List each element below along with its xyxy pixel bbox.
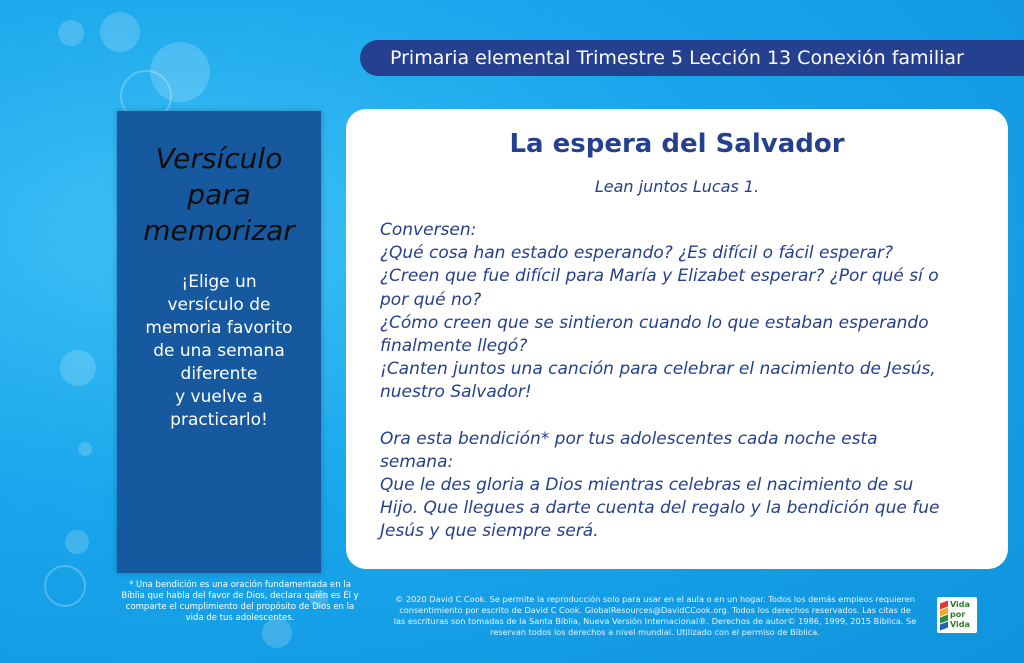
memory-text-line: y vuelve a	[175, 387, 263, 407]
discussion-line: finalmente llegó?	[380, 336, 528, 357]
footnote-line: comparte el cumplimiento del propósito de Dios en la	[125, 602, 355, 612]
vida-por-vida-logo	[937, 597, 977, 633]
discussion-line: ¡Canten juntos una canción para celebrar el nacimiento de Jesús,	[380, 359, 936, 380]
discussion-line: por qué no?	[380, 289, 482, 310]
memory-title-line: Versículo	[155, 142, 283, 175]
blessing-line: Hijo. Que llegues a darte cuenta del regalo y la bendición que fue	[380, 498, 940, 519]
blessing-line: Que le des gloria a Dios mientras celebras el nacimiento de su	[380, 475, 914, 496]
footnote-line: * Una bendición es una oración fundamentada en la	[129, 580, 351, 590]
blessing-line: Jesús y que siempre será.	[380, 521, 599, 542]
logo-line: por	[950, 610, 966, 619]
memory-text-line: practicarlo!	[170, 410, 268, 430]
memory-text-line: ¡Elige un	[181, 272, 257, 292]
memory-verse-instructions	[125, 271, 313, 432]
footnote-line: Biblia que habla del favor de Dios, declara quién es Él y	[121, 591, 359, 601]
decorative-bubble	[58, 20, 84, 46]
logo-line: Vida	[950, 600, 970, 609]
discussion-line: ¿Creen que fue difícil para María y Elizabet esperar? ¿Por qué sí o	[380, 266, 939, 287]
lesson-subtitle: Lean juntos Lucas 1.	[594, 177, 760, 196]
paragraph-gap	[380, 405, 1000, 428]
logo-line: Vida	[950, 620, 970, 629]
memory-text-line: memoria favorito	[145, 318, 293, 338]
blessing-line: Ora esta bendición* por tus adolescentes cada noche esta	[380, 428, 878, 449]
decorative-bubble	[60, 350, 96, 386]
discussion-line: nuestro Salvador!	[380, 382, 532, 403]
decorative-bubble	[78, 442, 92, 456]
copyright-line: reservan todos los derechos a nivel mundial. Utilizado con el permiso de Bíblica.	[490, 627, 820, 637]
decorative-bubble	[65, 530, 89, 554]
lesson-header	[360, 40, 1024, 76]
blessing-line: semana:	[380, 451, 454, 472]
memory-verse-title	[117, 141, 321, 249]
discussion-line: ¿Qué cosa han estado esperando? ¿Es difícil o fácil esperar?	[380, 243, 894, 264]
logo-bars-icon	[940, 602, 948, 628]
memory-verse-panel	[117, 111, 321, 573]
memory-text-line: diferente	[180, 364, 258, 384]
copyright-line: © 2020 David C Cook. Se permite la reproducción solo para usar en el aula o en un hogar. Todos los demás empleos requieren	[395, 594, 915, 604]
memory-text-line: versículo de	[167, 295, 271, 315]
lesson-header-text: Primaria elemental Trimestre 5 Lección 13 Conexión familiar	[390, 47, 964, 69]
copyright-line: consentimiento por escrito de David C Cook. GlobalResources@DavidCCook.org. Todos los derechos reservados. Las citas de	[399, 605, 911, 615]
discussion-line: ¿Cómo creen que se sintieron cuando lo que estaban esperando	[380, 312, 929, 333]
footnote-line: vida de tus adolescentes.	[185, 613, 295, 623]
blessing-footnote	[120, 580, 360, 624]
lesson-body	[380, 219, 1000, 544]
lesson-card	[346, 109, 1008, 569]
decorative-bubble	[100, 12, 140, 52]
logo-text	[950, 600, 976, 630]
copyright-notice	[378, 594, 932, 638]
decorative-bubble	[44, 565, 86, 607]
memory-title-line: memorizar	[143, 214, 295, 247]
discussion-heading: Conversen:	[380, 220, 477, 240]
memory-text-line: de una semana	[153, 341, 285, 361]
copyright-line: las escrituras son tomadas de la Santa Biblia, Nueva Versión Internacional®. Derechos de autor© 1986, 1999, 2015 Bíblica. Se	[393, 616, 917, 626]
lesson-title: La espera del Salvador	[509, 129, 845, 159]
memory-title-line: para	[187, 178, 251, 211]
logo-bar	[940, 622, 948, 631]
